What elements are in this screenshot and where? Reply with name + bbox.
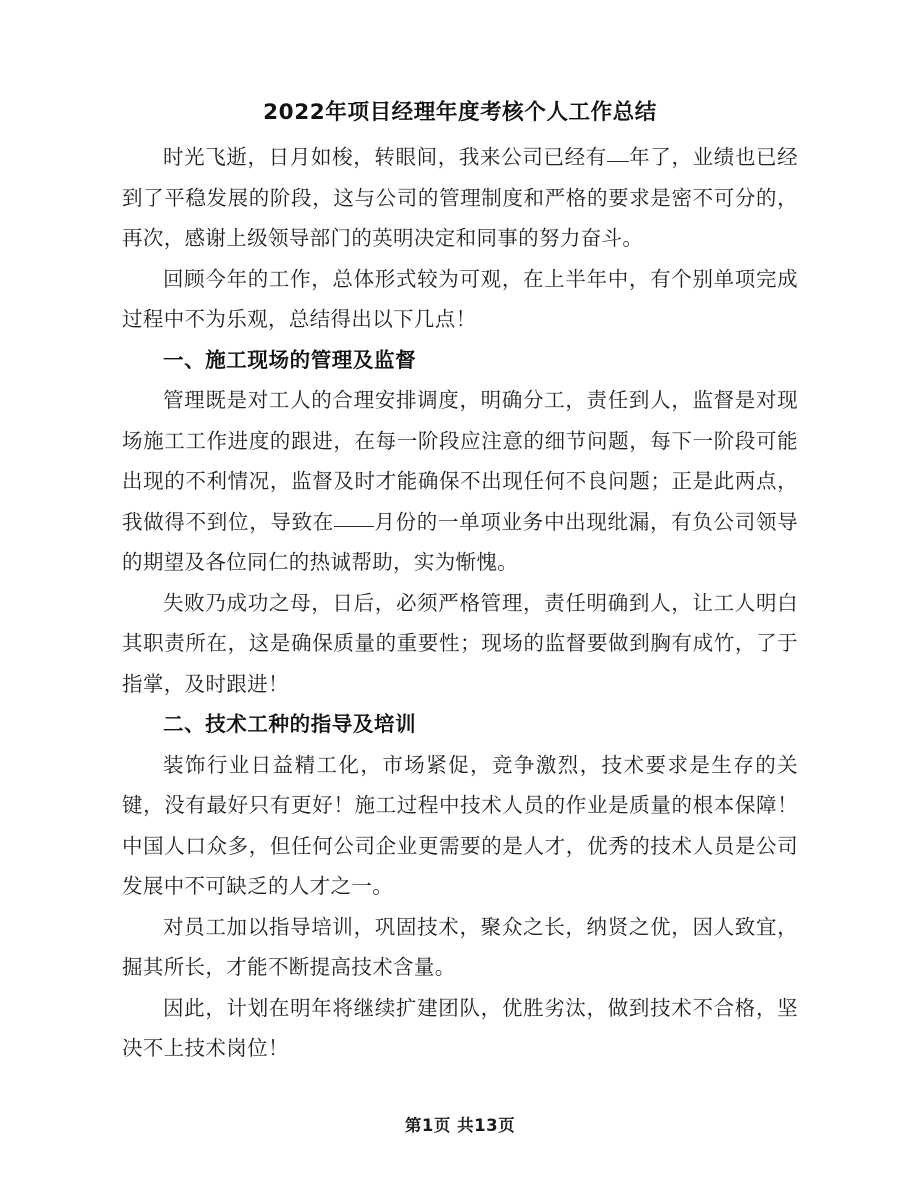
paragraph-section-one-b: 失败乃成功之母，日后，必须严格管理，责任明确到人，让工人明白其职责所在，这是确保质量的重要性；现场的监督要做到胸有成竹，了于指掌，及时跟进！: [122, 590, 798, 696]
paragraph-review: 回顾今年的工作，总体形式较为可观，在上半年中，有个别单项完成过程中不为乐观，总结得出以下几点！: [122, 266, 798, 331]
paragraph-intro: [122, 137, 798, 259]
fill-in-blank-month: [334, 526, 374, 527]
paragraph-section-two-a: 装饰行业日益精工化，市场紧促，竞争激烈，技术要求是生存的关键，没有最好只有更好！施工过程中技术人员的作业是质量的根本保障！中国人口众多，但任何公司企业更需要的是人才，优秀的技术人员是公司发展中不可缺乏的人才之一。: [122, 752, 798, 898]
page-title: 2022年项目经理年度考核个人工作总结: [263, 100, 657, 125]
heading-section-one: 一、施工现场的管理及监督: [163, 347, 417, 372]
paragraph-section-two-c: 因此，计划在明年将继续扩建团队，优胜劣汰，做到技术不合格，坚决不上技术岗位！: [122, 995, 798, 1060]
document-body: [122, 96, 798, 1069]
page-number-footer: 第1页 共13页: [404, 1116, 516, 1135]
paragraph-section-two-b: 对员工加以指导培训，巩固技术，聚众之长，纳贤之优，因人致宜，掘其所长，才能不断提高技术含量。: [122, 914, 798, 979]
paragraph-intro-text-before-blank: 时光飞逝，日月如梭，转眼间，我来公司已经有: [163, 145, 607, 169]
paragraph-section-one-a-text-after-blank: 月份的一单项业务中出现纰漏，有负公司领导的期望及各位同仁的热诚帮助，实为惭愧。: [122, 509, 798, 574]
paragraph-intro-text-after-blank: 年了，业绩也已经到了平稳发展的阶段，这与公司的管理制度和严格的要求是密不可分的，再次，感谢上级领导部门的英明决定和同事的努力奋斗。: [122, 145, 798, 250]
paragraph-section-one-a-text-before-blank: 管理既是对工人的合理安排调度，明确分工，责任到人，监督是对现场施工工作进度的跟进，在每一阶段应注意的细节问题，每下一阶段可能出现的不利情况，监督及时才能确保不出现任何不良问题；正是此两点，我做得不到位，导致在: [122, 388, 798, 534]
heading-section-two: 二、技术工种的指导及培训: [163, 712, 417, 736]
paragraph-section-one-a: [122, 380, 798, 583]
fill-in-blank-years: [607, 161, 629, 162]
